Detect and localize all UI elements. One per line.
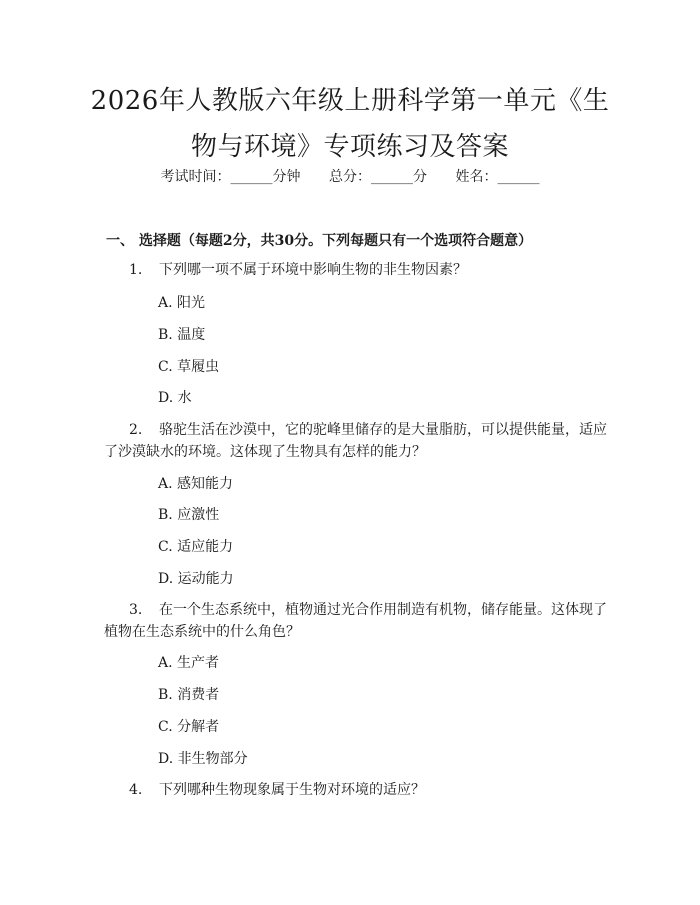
option: D. 水: [158, 390, 192, 406]
option: B. 温度: [158, 327, 206, 343]
question-number: 1.: [129, 262, 143, 278]
student-name: 姓名：______: [455, 169, 540, 185]
option: D. 运动能力: [158, 571, 234, 587]
question-text: 在一个生态系统中，植物通过光合作用制造有机物，储存能量。这体现了: [159, 602, 607, 618]
option: B. 消费者: [158, 687, 220, 703]
option: A. 感知能力: [158, 476, 234, 492]
title-line-2: 物与环境》专项练习及答案: [190, 132, 509, 162]
title-line-1: 2026年人教版六年级上册科学第一单元《生: [90, 86, 610, 116]
document-title: [80, 78, 620, 170]
section-heading: 一、 选择题（每题2分，共30分。下列每题只有一个选项符合题意）: [106, 233, 533, 249]
exam-score: 总分：______分: [329, 169, 427, 185]
question-text: 下列哪种生物现象属于生物对环境的适应？: [159, 782, 425, 798]
question-text: 植物在生态系统中的什么角色？: [104, 624, 300, 640]
option: C. 分解者: [158, 719, 220, 735]
exam-meta: [0, 166, 700, 186]
option: B. 应激性: [158, 507, 220, 523]
option: A. 阳光: [158, 295, 206, 311]
question-number: 2.: [129, 422, 143, 438]
exam-time: 考试时间：______分钟: [160, 169, 301, 185]
option: C. 适应能力: [158, 539, 234, 555]
option: D. 非生物部分: [158, 751, 248, 767]
question-number: 4.: [129, 782, 143, 798]
question-text: 骆驼生活在沙漠中，它的驼峰里储存的是大量脂肪，可以提供能量，适应: [159, 422, 607, 438]
option: C. 草履虫: [158, 359, 220, 375]
question-text: 下列哪一项不属于环境中影响生物的非生物因素？: [159, 262, 467, 278]
option: A. 生产者: [158, 655, 220, 671]
question-number: 3.: [129, 602, 143, 618]
question-text: 了沙漠缺水的环境。这体现了生物具有怎样的能力？: [104, 444, 426, 460]
